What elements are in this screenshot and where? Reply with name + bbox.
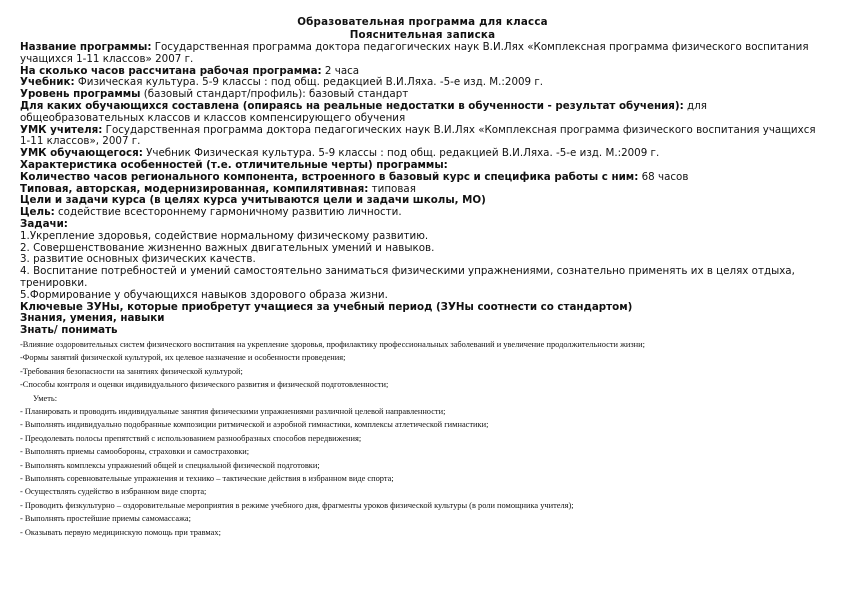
field-value: 2 часа <box>321 64 360 77</box>
field-value: типовая <box>368 182 416 195</box>
field-value: для общеобразовательных классов и классов компенсирующего обучения <box>20 99 707 124</box>
field-label: Характеристика особенностей (т.е. отличительные черты) программы: <box>20 158 448 171</box>
field-label: Для каких обучающихся составлена (опираясь на реальные недостатки в обученности - результат обучения): <box>20 99 684 112</box>
field-value: 68 часов <box>638 170 689 183</box>
know-heading: Знать/ понимать <box>20 324 118 337</box>
field-teacher-kit <box>20 125 825 149</box>
document-title: Образовательная программа для класса <box>297 16 548 28</box>
can-item: - Выполнять приемы самообороны, страховки и самостраховки; <box>20 447 250 457</box>
task-item: 1.Укрепление здоровья, содействие нормальному физическому развитию. <box>20 229 429 242</box>
task-item: 5.Формирование у обучающихся навыков здорового образа жизни. <box>20 288 388 301</box>
can-item: - Преодолевать полосы препятствий с использованием разнообразных способов передвижения; <box>20 433 362 443</box>
field-value: (базовый стандарт/профиль): базовый стандарт <box>140 88 409 101</box>
can-item: - Оказывать первую медицинскую помощь при травмах; <box>20 527 221 537</box>
task-item: 3. развитие основных физических качеств. <box>20 253 256 266</box>
field-label: Цели и задачи курса (в целях курса учитываются цели и задачи школы, МО) <box>20 194 486 207</box>
can-item: - Осуществлять судейство в избранном виде спорта; <box>20 487 207 497</box>
can-item: - Выполнять простейшие приемы самомассажа; <box>20 514 191 524</box>
skills-heading: Знания, умения, навыки <box>20 312 165 325</box>
field-program-name <box>20 42 825 66</box>
field-label: Название программы: <box>20 41 152 53</box>
document-subtitle: Пояснительная записка <box>349 29 496 41</box>
field-label: Количество часов регионального компонента, встроенного в базовый курс и специфика работы с ним: <box>20 170 639 183</box>
task-item: 4. Воспитание потребностей и умений самостоятельно заниматься физическими упражнениями, сознательно применять их в целях отдыха, тренировки. <box>20 265 795 289</box>
field-value: содействие всестороннему гармоничному развитию личности. <box>54 206 402 219</box>
field-value: Физическая культура. 5-9 классы : под общ. редакцией В.И.Ляха. -5-е изд. М.:2009 г. <box>74 76 544 89</box>
outcomes-heading: Ключевые ЗУНы, которые приобретут учащиеся за учебный период (ЗУНы соотнести со стандартом) <box>20 300 633 313</box>
can-item: - Планировать и проводить индивидуальные занятия физическими упражнениями различной целевой направленности; <box>20 406 446 416</box>
field-label: Учебник: <box>20 76 75 89</box>
field-label: Уровень программы <box>20 88 141 101</box>
field-label: УМК обучающегося: <box>20 147 143 160</box>
know-item: -Формы занятий физической культурой, их целевое назначение и особенности проведения; <box>20 353 346 363</box>
document-page <box>20 16 825 539</box>
can-item: - Проводить физкультурно – оздоровительные мероприятия в режиме учебного дня, фрагменты уроков физической культуры (в роли помощника учителя); <box>20 500 574 510</box>
field-goal <box>20 207 825 219</box>
task-item: 2. Совершенствование жизненно важных двигательных умений и навыков. <box>20 241 435 254</box>
can-item: - Выполнять комплексы упражнений общей и специальной физической подготовки; <box>20 460 320 470</box>
can-item: - Выполнять соревновательные упражнения и технико – тактические действия в избранном виде спорта; <box>20 473 394 483</box>
know-item: -Требования безопасности на занятиях физической культурой; <box>20 366 243 376</box>
can-heading: Уметь: <box>33 393 58 403</box>
field-audience <box>20 101 825 125</box>
tasks-heading: Задачи: <box>20 217 68 230</box>
field-label: На сколько часов рассчитана рабочая программа: <box>20 64 322 77</box>
know-item: -Способы контроля и оценки индивидуального физического развития и физической подготовленности; <box>20 380 389 390</box>
field-label: Цель: <box>20 206 55 219</box>
can-item: - Выполнять индивидуально подобранные композиции ритмической и аэробной гимнастики, комплексы атлетической гимнастики; <box>20 420 489 430</box>
field-value: Государственная программа доктора педагогических наук В.И.Лях «Комплексная программа физического воспитания учащихся 1-11 классов», 2007 г. <box>20 123 816 148</box>
know-item: -Влияние оздоровительных систем физического воспитания на укрепление здоровья, профилактику профессиональных заболеваний и увеличение продолжительности жизни; <box>20 339 645 349</box>
field-value: Государственная программа доктора педагогических наук В.И.Лях «Комплексная программа физического воспитания учащихся 1-11 классов» 2007 г. <box>20 41 809 65</box>
field-label: Типовая, авторская, модернизированная, компилятивная: <box>20 182 369 195</box>
field-label: УМК учителя: <box>20 123 103 136</box>
field-value: Учебник Физическая культура. 5-9 классы : под общ. редакцией В.И.Ляха. -5-е изд. М.:2009 г. <box>142 147 660 160</box>
